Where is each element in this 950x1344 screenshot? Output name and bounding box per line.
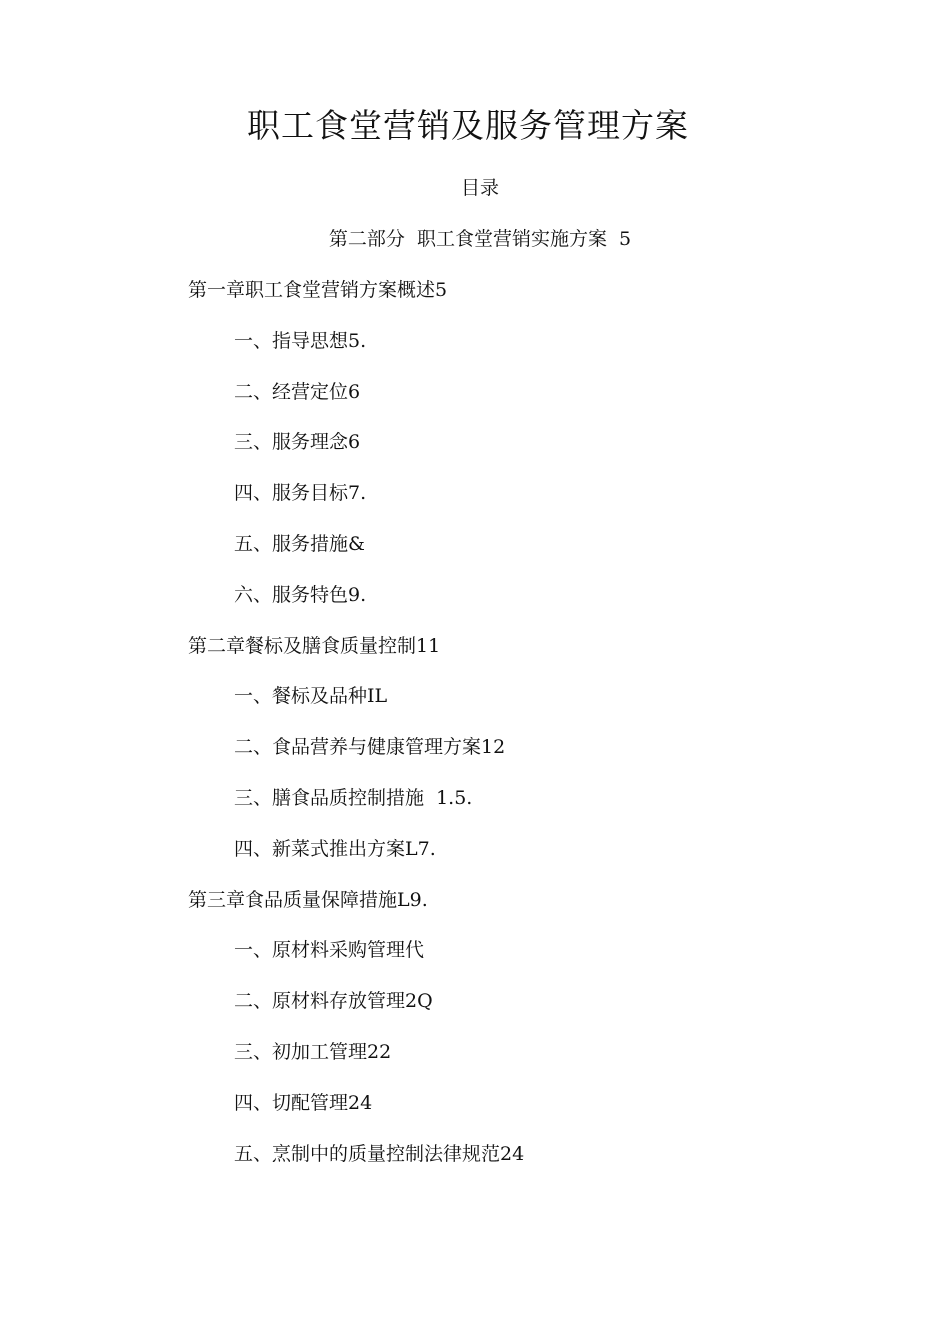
toc-section-entry: 二、食品营养与健康管理方案12 [234, 736, 506, 758]
part-heading: 第二部分 职工食堂营销实施方案 5 [328, 228, 632, 250]
toc-section-entry: 四、服务目标7. [234, 482, 367, 504]
toc-section-entry: 三、膳食品质控制措施 1.5. [234, 787, 473, 809]
toc-section-entry: 一、指导思想5. [234, 330, 367, 352]
toc-chapter-entry: 第一章职工食堂营销方案概述5 [188, 279, 448, 301]
toc-section-entry: 五、服务措施& [234, 533, 365, 555]
toc-section-entry: 五、烹制中的质量控制法律规范24 [234, 1143, 525, 1165]
toc-chapter-entry: 第三章食品质量保障措施L9. [188, 889, 428, 911]
document-title: 职工食堂营销及服务管理方案 [247, 106, 689, 145]
toc-heading: 目录 [460, 177, 499, 199]
toc-chapter-entry: 第二章餐标及膳食质量控制11 [188, 635, 441, 657]
toc-section-entry: 一、原材料采购管理代 [234, 939, 425, 961]
toc-section-entry: 三、服务理念6 [234, 431, 361, 453]
toc-section-entry: 四、新菜式推出方案L7. [234, 838, 436, 860]
toc-section-entry: 二、经营定位6 [234, 381, 361, 403]
toc-section-entry: 三、初加工管理22 [234, 1041, 392, 1063]
toc-section-entry: 二、原材料存放管理2Q [234, 990, 433, 1012]
toc-section-entry: 四、切配管理24 [234, 1092, 373, 1114]
toc-section-entry: 一、餐标及品种IL [234, 685, 388, 707]
toc-section-entry: 六、服务特色9. [234, 584, 367, 606]
